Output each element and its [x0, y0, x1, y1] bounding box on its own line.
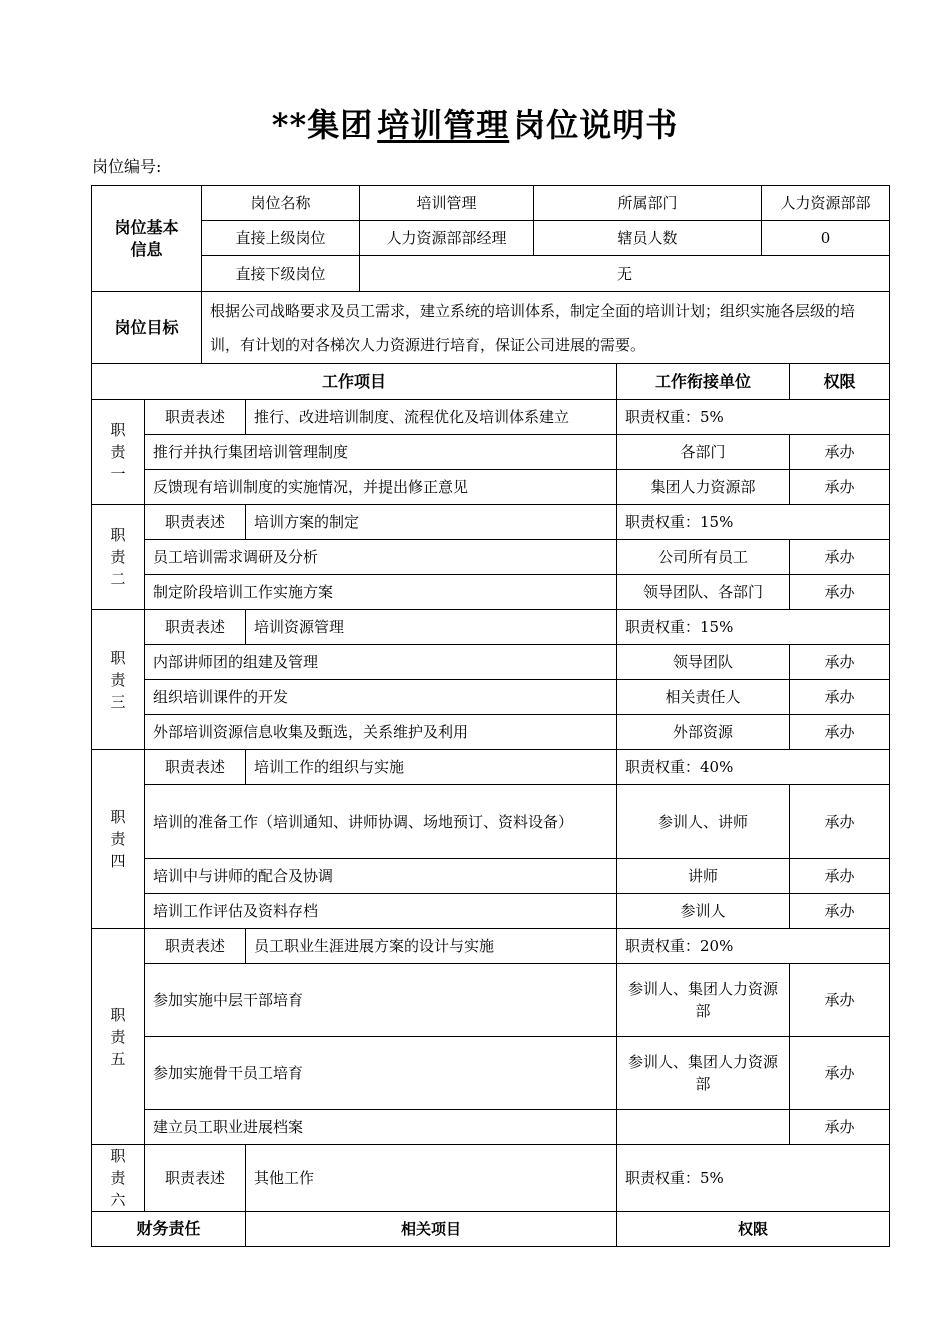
duty-3-desc: 培训资源管理	[246, 610, 617, 645]
finance-label: 财务责任	[92, 1212, 246, 1247]
task-item: 外部培训资源信息收集及甄选，关系维护及利用	[145, 715, 617, 750]
task-authority: 承办	[790, 435, 890, 470]
table-row	[92, 1037, 890, 1110]
table-row	[92, 715, 890, 750]
duty-desc-label: 职责表述	[145, 505, 246, 540]
task-item: 培训中与讲师的配合及协调	[145, 859, 617, 894]
task-unit: 公司所有员工	[617, 540, 790, 575]
table-row	[92, 1110, 890, 1145]
title-suffix: 岗位说明书	[513, 106, 679, 144]
task-item: 推行并执行集团培训管理制度	[145, 435, 617, 470]
task-authority: 承办	[790, 680, 890, 715]
task-unit: 领导团队	[617, 645, 790, 680]
title-position: 培训管理	[377, 106, 510, 144]
task-item: 参加实施骨干员工培育	[145, 1037, 617, 1110]
task-unit: 相关责任人	[617, 680, 790, 715]
task-unit: 各部门	[617, 435, 790, 470]
duty-2-desc-row	[92, 505, 890, 540]
work-unit-header: 工作衔接单位	[617, 364, 790, 400]
position-name-label: 岗位名称	[202, 186, 360, 221]
task-authority: 承办	[790, 575, 890, 610]
table-row	[92, 645, 890, 680]
duty-desc-label: 职责表述	[145, 1145, 246, 1212]
task-unit: 讲师	[617, 859, 790, 894]
task-item: 制定阶段培训工作实施方案	[145, 575, 617, 610]
task-unit: 参训人	[617, 894, 790, 929]
goal-text: 根据公司战略要求及员工需求，建立系统的培训体系，制定全面的培训计划；组织实施各层级的培训，有计划的对各梯次人力资源进行培育，保证公司进展的需要。	[202, 292, 890, 364]
duties-table	[91, 363, 890, 1247]
table-row	[92, 785, 890, 859]
duty-desc-label: 职责表述	[145, 750, 246, 785]
goal-row	[92, 292, 890, 364]
task-unit: 参训人、集团人力资源部	[617, 964, 790, 1037]
task-authority: 承办	[790, 894, 890, 929]
duty-6-desc: 其他工作	[246, 1145, 617, 1212]
duty-desc-label: 职责表述	[145, 610, 246, 645]
task-unit: 外部资源	[617, 715, 790, 750]
basic-info-label: 岗位基本 信息	[92, 186, 202, 292]
task-authority: 承办	[790, 1037, 890, 1110]
task-unit: 领导团队、各部门	[617, 575, 790, 610]
department-label: 所属部门	[534, 186, 762, 221]
duty-2-desc: 培训方案的制定	[246, 505, 617, 540]
superior-label: 直接上级岗位	[202, 221, 360, 256]
task-item: 参加实施中层干部培育	[145, 964, 617, 1037]
task-unit: 参训人、讲师	[617, 785, 790, 859]
table-row	[92, 540, 890, 575]
basic-info-table	[91, 185, 890, 364]
basic-row-1	[92, 186, 890, 221]
duty-6-weight: 职责权重：5%	[617, 1145, 890, 1212]
authority-header: 权限	[790, 364, 890, 400]
duty-1-label: 职 责 一	[92, 400, 145, 505]
duty-6-label: 职 责 六	[92, 1145, 145, 1212]
task-item: 反馈现有培训制度的实施情况，并提出修正意见	[145, 470, 617, 505]
work-item-header: 工作项目	[92, 364, 617, 400]
table-row	[92, 680, 890, 715]
task-item: 建立员工职业进展档案	[145, 1110, 617, 1145]
position-name-value: 培训管理	[360, 186, 534, 221]
duty-desc-label: 职责表述	[145, 400, 246, 435]
finance-row	[92, 1212, 890, 1247]
task-authority: 承办	[790, 645, 890, 680]
table-row	[92, 964, 890, 1037]
duty-1-weight: 职责权重：5%	[617, 400, 890, 435]
task-authority: 承办	[790, 540, 890, 575]
table-row	[92, 435, 890, 470]
work-header-row	[92, 364, 890, 400]
duty-3-desc-row	[92, 610, 890, 645]
duty-2-weight: 职责权重：15%	[617, 505, 890, 540]
task-item: 内部讲师团的组建及管理	[145, 645, 617, 680]
task-unit: 参训人、集团人力资源部	[617, 1037, 790, 1110]
title-prefix: **集团	[271, 106, 374, 144]
basic-row-2	[92, 221, 890, 256]
task-authority: 承办	[790, 715, 890, 750]
duty-2-label: 职 责 二	[92, 505, 145, 610]
superior-value: 人力资源部部经理	[360, 221, 534, 256]
document-title	[0, 100, 950, 146]
duty-6-desc-row	[92, 1145, 890, 1212]
table-row	[92, 575, 890, 610]
basic-row-3	[92, 256, 890, 292]
duty-5-desc: 员工职业生涯进展方案的设计与实施	[246, 929, 617, 964]
task-authority: 承办	[790, 1110, 890, 1145]
department-value: 人力资源部部	[762, 186, 890, 221]
finance-item-header: 相关项目	[246, 1212, 617, 1247]
table-row	[92, 894, 890, 929]
finance-authority-header: 权限	[617, 1212, 890, 1247]
task-unit	[617, 1110, 790, 1145]
duty-5-weight: 职责权重：20%	[617, 929, 890, 964]
duty-1-desc: 推行、改进培训制度、流程优化及培训体系建立	[246, 400, 617, 435]
staff-count-value: 0	[762, 221, 890, 256]
duty-4-desc: 培训工作的组织与实施	[246, 750, 617, 785]
table-row	[92, 859, 890, 894]
table-row	[92, 470, 890, 505]
task-authority: 承办	[790, 964, 890, 1037]
task-unit: 集团人力资源部	[617, 470, 790, 505]
duty-4-weight: 职责权重：40%	[617, 750, 890, 785]
goal-label: 岗位目标	[92, 292, 202, 364]
duty-4-desc-row	[92, 750, 890, 785]
duty-3-weight: 职责权重：15%	[617, 610, 890, 645]
task-item: 组织培训课件的开发	[145, 680, 617, 715]
duty-5-desc-row	[92, 929, 890, 964]
duty-5-label: 职 责 五	[92, 929, 145, 1145]
staff-count-label: 辖员人数	[534, 221, 762, 256]
task-authority: 承办	[790, 859, 890, 894]
duty-desc-label: 职责表述	[145, 929, 246, 964]
subordinate-value: 无	[360, 256, 890, 292]
task-item: 培训工作评估及资料存档	[145, 894, 617, 929]
duty-3-label: 职 责 三	[92, 610, 145, 750]
duty-1-desc-row	[92, 400, 890, 435]
task-item: 员工培训需求调研及分析	[145, 540, 617, 575]
task-authority: 承办	[790, 785, 890, 859]
subordinate-label: 直接下级岗位	[202, 256, 360, 292]
duty-4-label: 职 责 四	[92, 750, 145, 929]
task-item: 培训的准备工作（培训通知、讲师协调、场地预订、资料设备）	[145, 785, 617, 859]
post-number-label: 岗位编号:	[92, 157, 162, 176]
task-authority: 承办	[790, 470, 890, 505]
